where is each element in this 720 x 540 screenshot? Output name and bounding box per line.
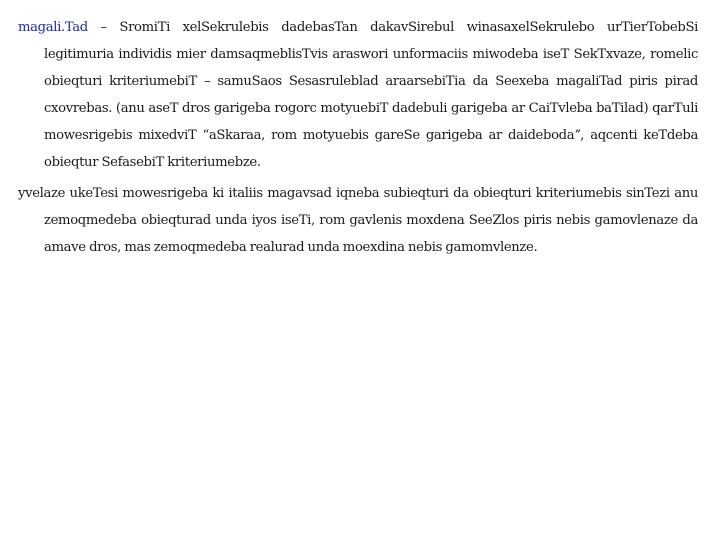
highlighted-term: magali.Tad	[18, 20, 88, 35]
paragraph-2-text: yvelaze ukeTesi mowesrigeba ki italiis magavsad iqneba subieqturi da obieqturi kriteriumebis sinTezi anu zemoqmedeba obieqturad unda iyos iseTi, rom gavlenis moxdena SeeZlos piris nebis gamovlenaze da amave dros, mas zemoqmedeba realurad unda moexdina nebis gamomvlenze.	[18, 186, 698, 255]
document-body	[18, 14, 698, 265]
paragraph-2	[18, 180, 698, 261]
paragraph-1	[18, 14, 698, 176]
paragraph-1-text: – SromiTi xelSekrulebis dadebasTan dakavSirebul winasaxelSekrulebo urTierTobebSi legitimuria individis mier damsaqmeblisTvis araswori unformaciis miwodeba iseT SekTxvaze, romelic obieqturi kriteriumebiT – samuSaos Sesasruleblad araarsebiTia da Seexeba magaliTad piris pirad cxovrebas. (anu aseT dros garigeba rogorc motyuebiT dadebuli garigeba ar CaiTvleba baTilad) qarTuli mowesrigebis mixedviT “aSkaraa, rom motyuebis gareSe garigeba ar daidebodaˮ, aqcenti keTdeba obieqtur SefasebiT kriteriumebze.	[44, 20, 698, 170]
